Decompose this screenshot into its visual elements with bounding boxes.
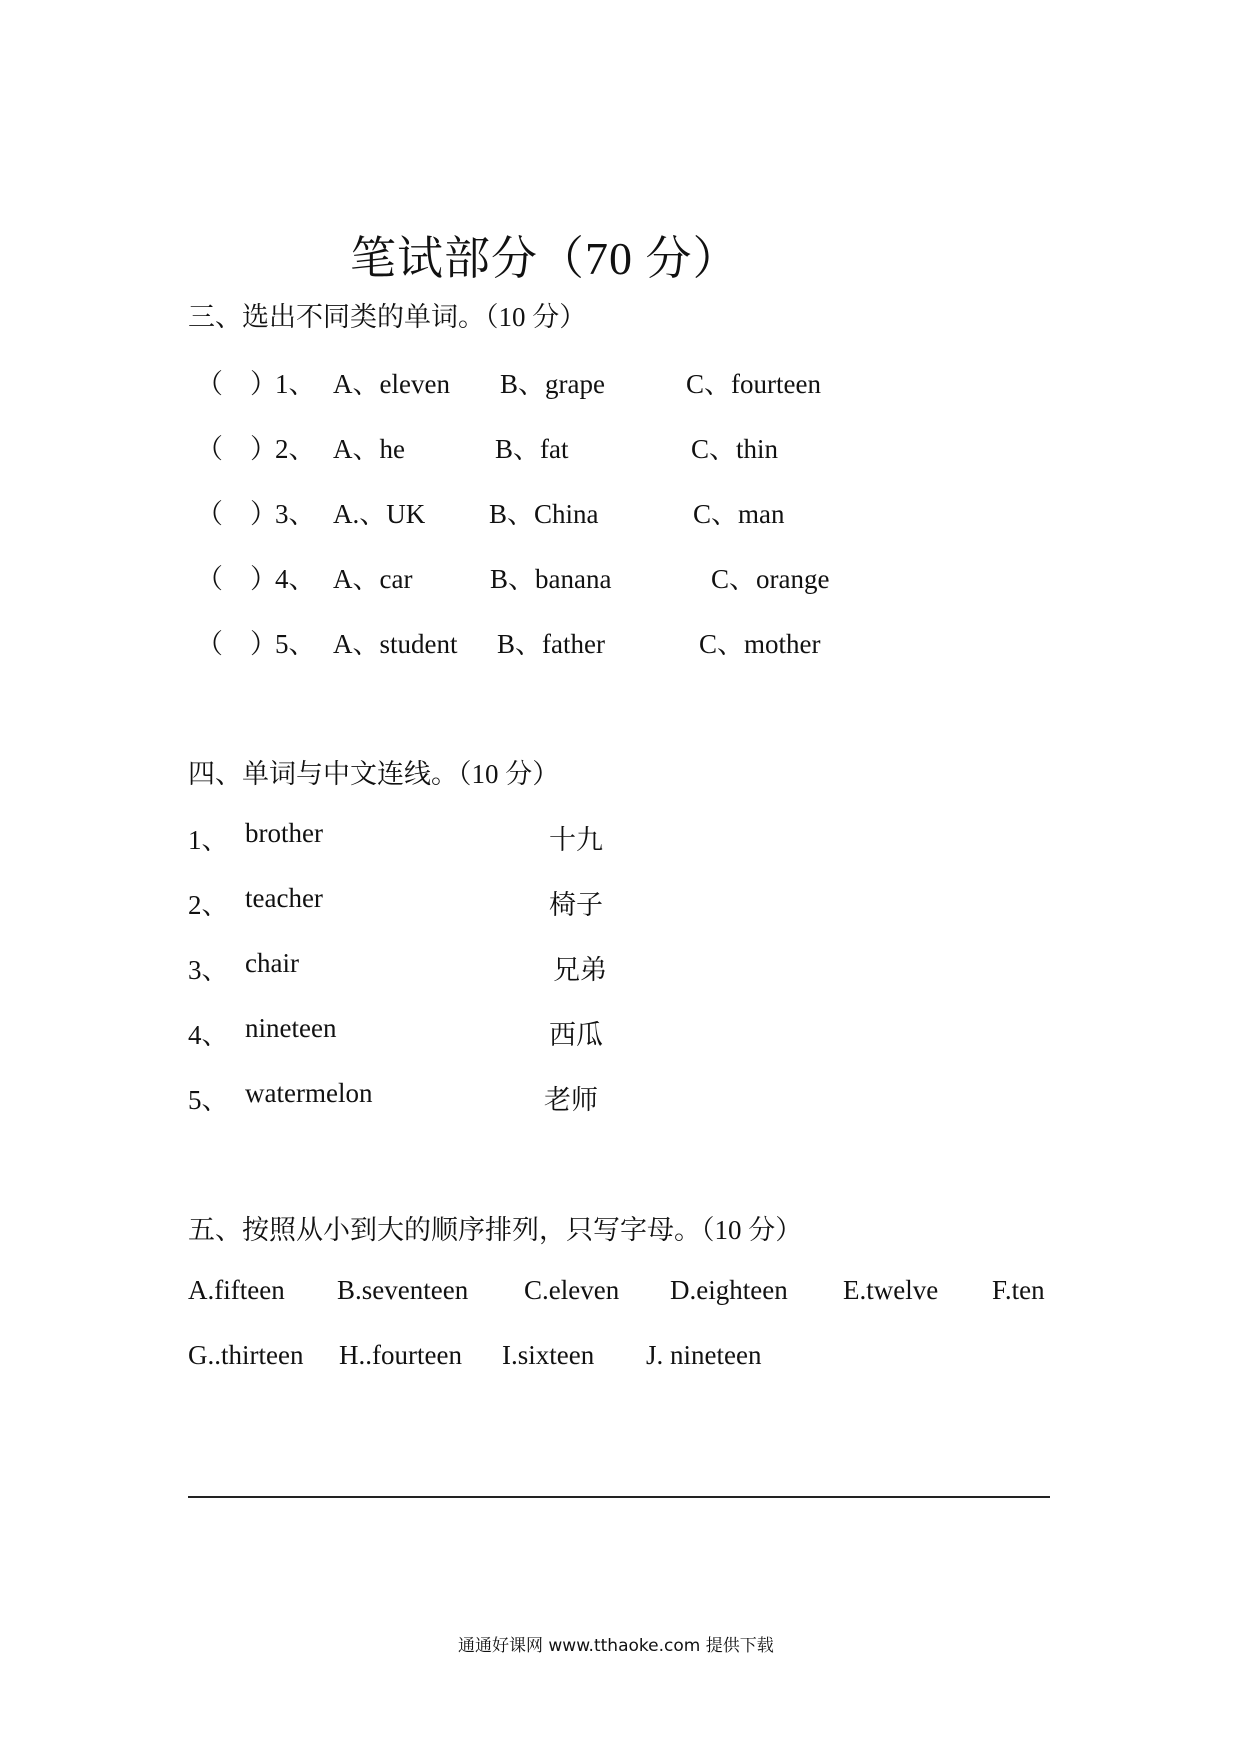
item-number: 4、 [188, 1020, 229, 1050]
word-option: J. nineteen [646, 1340, 762, 1370]
word-option: B.seventeen [337, 1275, 469, 1305]
question-number: 5、 [275, 629, 316, 659]
item-number: 3、 [188, 955, 229, 985]
section-3-heading: 三、选出不同类的单词。（10 分） [188, 302, 587, 332]
question-number: 2、 [275, 434, 316, 464]
english-word: teacher [245, 883, 323, 913]
option-b: B、banana [490, 564, 612, 594]
footer-text: 通通好课网 www.tthaoke.com 提供下载 [458, 1636, 774, 1656]
item-number: 1、 [188, 825, 229, 855]
option-a: A.、UK [333, 499, 426, 529]
option-b: B、China [489, 499, 599, 529]
item-number: 5、 [188, 1085, 229, 1115]
option-a: A、eleven [333, 369, 450, 399]
answer-line[interactable] [188, 1496, 1050, 1498]
english-word: brother [245, 818, 323, 848]
chinese-word: 十九 [549, 825, 603, 855]
question-number: 3、 [275, 499, 316, 529]
word-option: D.eighteen [670, 1275, 788, 1305]
question-number: 1、 [275, 369, 316, 399]
item-number: 2、 [188, 890, 229, 920]
option-b: B、grape [500, 369, 605, 399]
option-c: C、fourteen [686, 369, 821, 399]
answer-blank[interactable]: （ ） [196, 629, 277, 659]
chinese-word: 西瓜 [549, 1020, 603, 1050]
answer-blank[interactable]: （ ） [196, 369, 277, 399]
option-a: A、car [333, 564, 413, 594]
option-a: A、he [333, 434, 405, 464]
section-5-heading: 五、按照从小到大的顺序排列，只写字母。（10 分） [188, 1215, 803, 1245]
answer-blank[interactable]: （ ） [196, 499, 277, 529]
answer-blank[interactable]: （ ） [196, 434, 277, 464]
word-option: H..fourteen [339, 1340, 462, 1370]
english-word: nineteen [245, 1013, 337, 1043]
section-4-heading: 四、单词与中文连线。（10 分） [188, 759, 560, 789]
option-c: C、mother [699, 629, 821, 659]
answer-blank[interactable]: （ ） [196, 564, 277, 594]
option-b: B、father [497, 629, 605, 659]
option-c: C、thin [691, 434, 779, 464]
page-title: 笔试部分（70 分） [350, 233, 740, 284]
word-option: A.fifteen [188, 1275, 285, 1305]
english-word: watermelon [245, 1078, 373, 1108]
word-option: F.ten [992, 1275, 1045, 1305]
option-c: C、orange [711, 564, 830, 594]
word-option: G..thirteen [188, 1340, 304, 1370]
english-word: chair [245, 948, 299, 978]
word-option: I.sixteen [502, 1340, 595, 1370]
word-option: E.twelve [843, 1275, 939, 1305]
chinese-word: 老师 [544, 1085, 598, 1115]
word-option: C.eleven [524, 1275, 620, 1305]
chinese-word: 兄弟 [553, 955, 607, 985]
option-a: A、student [333, 629, 458, 659]
chinese-word: 椅子 [549, 890, 603, 920]
question-number: 4、 [275, 564, 316, 594]
option-c: C、man [693, 499, 785, 529]
option-b: B、fat [495, 434, 569, 464]
